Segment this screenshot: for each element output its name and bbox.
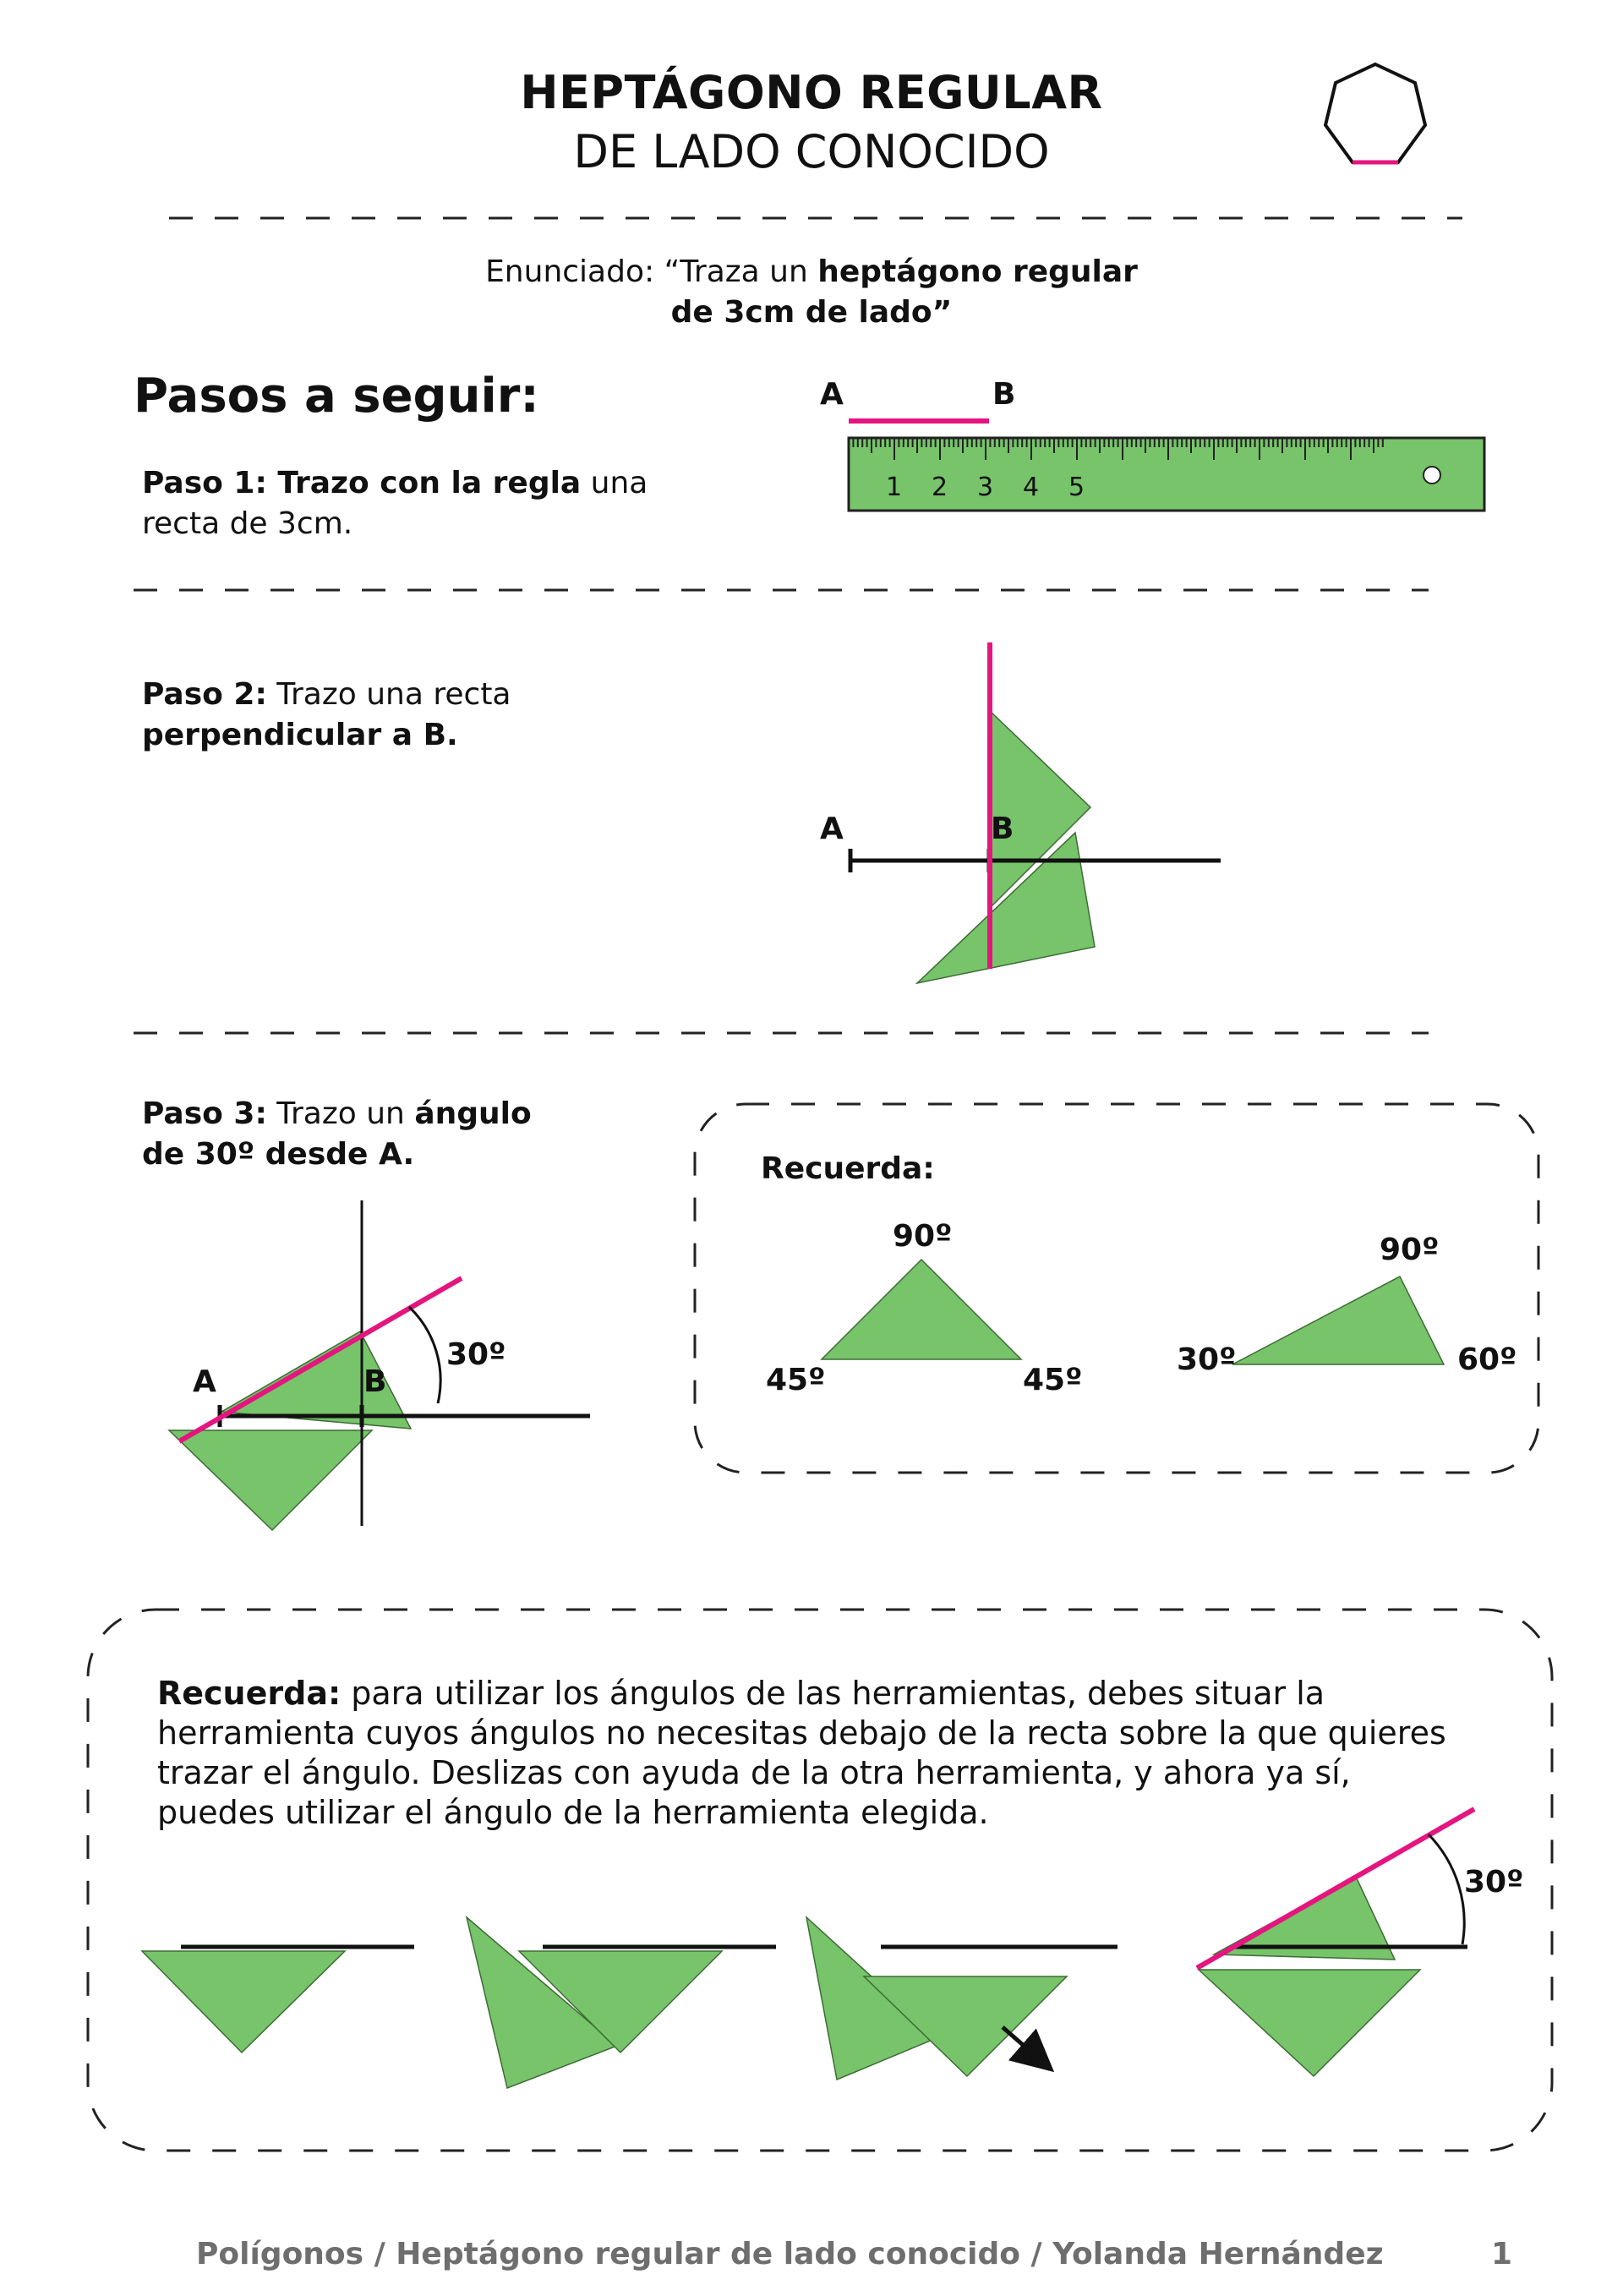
set-square-right-angle: 45º (1023, 1363, 1083, 1397)
statement (0, 252, 1623, 333)
step1-label-a: A (820, 377, 844, 412)
triangle30-top-angle: 90º (1380, 1233, 1440, 1267)
step1-label-b: B (992, 377, 1016, 412)
step2-bold2: perpendicular a B. (142, 718, 458, 752)
note-body: para utilizar los ángulos de las herramientas, debes situar la herramienta cuyos ángulos no necesitas debajo de la recta sobre la que quieres trazar el ángulo. Deslizas con ayuda de la otra herramienta, y ahora ya sí, puedes utilizar el ángulo de la herramienta elegida. (157, 1675, 1446, 1831)
ruler-number: 5 (1068, 473, 1085, 502)
step1-bold: Paso 1: Trazo con la regla (142, 466, 582, 500)
step2-rest1: Trazo una recta (266, 677, 511, 712)
triangle30-right-angle: 60º (1457, 1342, 1517, 1377)
step3-bold3: de 30º desde A. (142, 1137, 415, 1172)
step2-bold1: Paso 2: (142, 677, 267, 712)
statement-bold2: de 3cm de lado” (670, 295, 953, 330)
step2-perpendicular-figure (849, 642, 1221, 983)
footer-text: Polígonos / Heptágono regular de lado conocido / Yolanda Hernández (196, 2237, 1384, 2271)
step3-angle-label: 30º (446, 1337, 506, 1372)
step2-label-b: B (991, 812, 1014, 846)
step3-bold2: ángulo (414, 1096, 532, 1131)
note-text (157, 1674, 1476, 1833)
note-angle-label: 30º (1464, 1865, 1524, 1900)
page-subtitle: DE LADO CONOCIDO (573, 125, 1050, 178)
step3-bold1: Paso 3: (142, 1096, 267, 1131)
ruler-number: 4 (1023, 473, 1040, 502)
step3-text (142, 1094, 532, 1175)
triangle30-left-angle: 30º (1177, 1342, 1237, 1377)
set-square-top-angle: 90º (893, 1219, 953, 1254)
statement-bold1: heptágono regular (817, 254, 1138, 289)
page-number: 1 (1491, 2237, 1513, 2271)
step2-label-a: A (820, 812, 844, 846)
step3-rest1: Trazo un (266, 1096, 415, 1131)
step3-label-b: B (363, 1364, 387, 1399)
recuerda-title: Recuerda: (761, 1151, 935, 1186)
steps-heading: Pasos a seguir: (134, 369, 539, 424)
ruler-number: 1 (886, 473, 903, 502)
ruler-number: 3 (977, 473, 994, 502)
step1-text (142, 463, 648, 544)
note-bold: Recuerda: (157, 1675, 342, 1712)
set-square-30-60-icon (1232, 1276, 1444, 1364)
set-square-45-icon (822, 1260, 1021, 1359)
page-title: HEPTÁGONO REGULAR (520, 66, 1103, 119)
step1-rest2: recta de 3cm. (142, 506, 353, 541)
set-square-left-angle: 45º (766, 1363, 826, 1397)
step3-label-a: A (193, 1364, 216, 1399)
step1-rest1: una (581, 466, 648, 500)
step2-text (142, 675, 511, 756)
statement-prefix: Enunciado: “Traza un (485, 254, 818, 289)
ruler-number: 2 (932, 473, 948, 502)
